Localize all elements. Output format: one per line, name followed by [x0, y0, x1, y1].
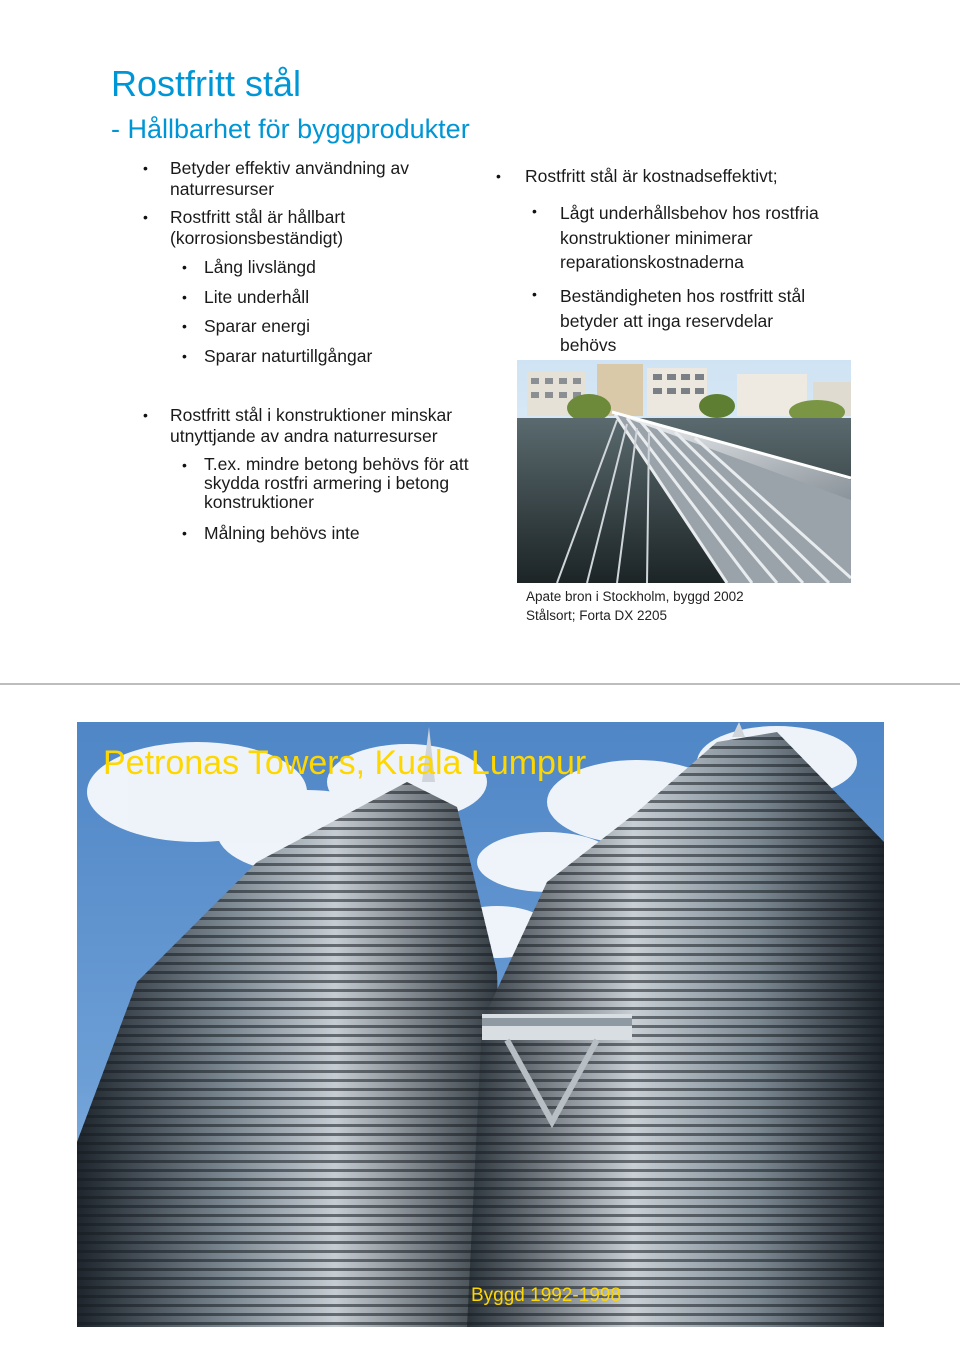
bridge-image	[517, 360, 851, 583]
build-years-label: Byggd 1992-1998	[471, 1285, 622, 1306]
slide-subtitle: - Hållbarhet för byggprodukter	[111, 114, 470, 144]
sub-bullet-energi: • Sparar energi	[204, 316, 310, 337]
sub-bullet-malning: • Målning behövs inte	[204, 523, 360, 544]
slide-title: Rostfritt stål	[111, 63, 302, 104]
petronas-photo	[77, 722, 884, 1327]
sub-bullet-underhall: • Lite underhåll	[204, 287, 309, 308]
bridge-photo	[517, 360, 851, 583]
bullet-effektiv: • Betyder effektiv användning av naturresurser	[170, 158, 409, 200]
sub-bullet-betong: • T.ex. mindre betong behövs för att skydda rostfri armering i betong konstruktioner	[204, 455, 469, 512]
photo-caption-line2: Stålsort; Forta DX 2205	[526, 608, 668, 623]
sub-bullet-underhallsbehov: • Lågt underhållsbehov hos rostfria konstruktioner minimerar reparationskostnaderna	[560, 201, 819, 275]
slide-hallbarhet	[0, 0, 960, 680]
sub-bullet-livslangd: • Lång livslängd	[204, 257, 316, 278]
petronas-towers-image	[77, 722, 884, 1327]
slide-divider	[0, 683, 960, 685]
slide-petronas	[0, 686, 960, 1367]
bullet-minskar: • Rostfritt stål i konstruktioner minskar utnyttjande av andra naturresurser	[170, 405, 452, 447]
photo-caption-line1: Apate bron i Stockholm, byggd 2002	[526, 589, 744, 604]
slide-title: Petronas Towers, Kuala Lumpur	[103, 744, 587, 782]
bullet-hallbart: • Rostfritt stål är hållbart (korrosionsbeständigt)	[170, 207, 345, 249]
sub-bullet-bestandighet: • Beständigheten hos rostfritt stål betyder att inga reservdelar behövs	[560, 284, 805, 358]
bullet-kostnadseffektivt: • Rostfritt stål är kostnadseffektivt;	[525, 166, 778, 187]
sub-bullet-naturtillgangar: • Sparar naturtillgångar	[204, 346, 372, 367]
